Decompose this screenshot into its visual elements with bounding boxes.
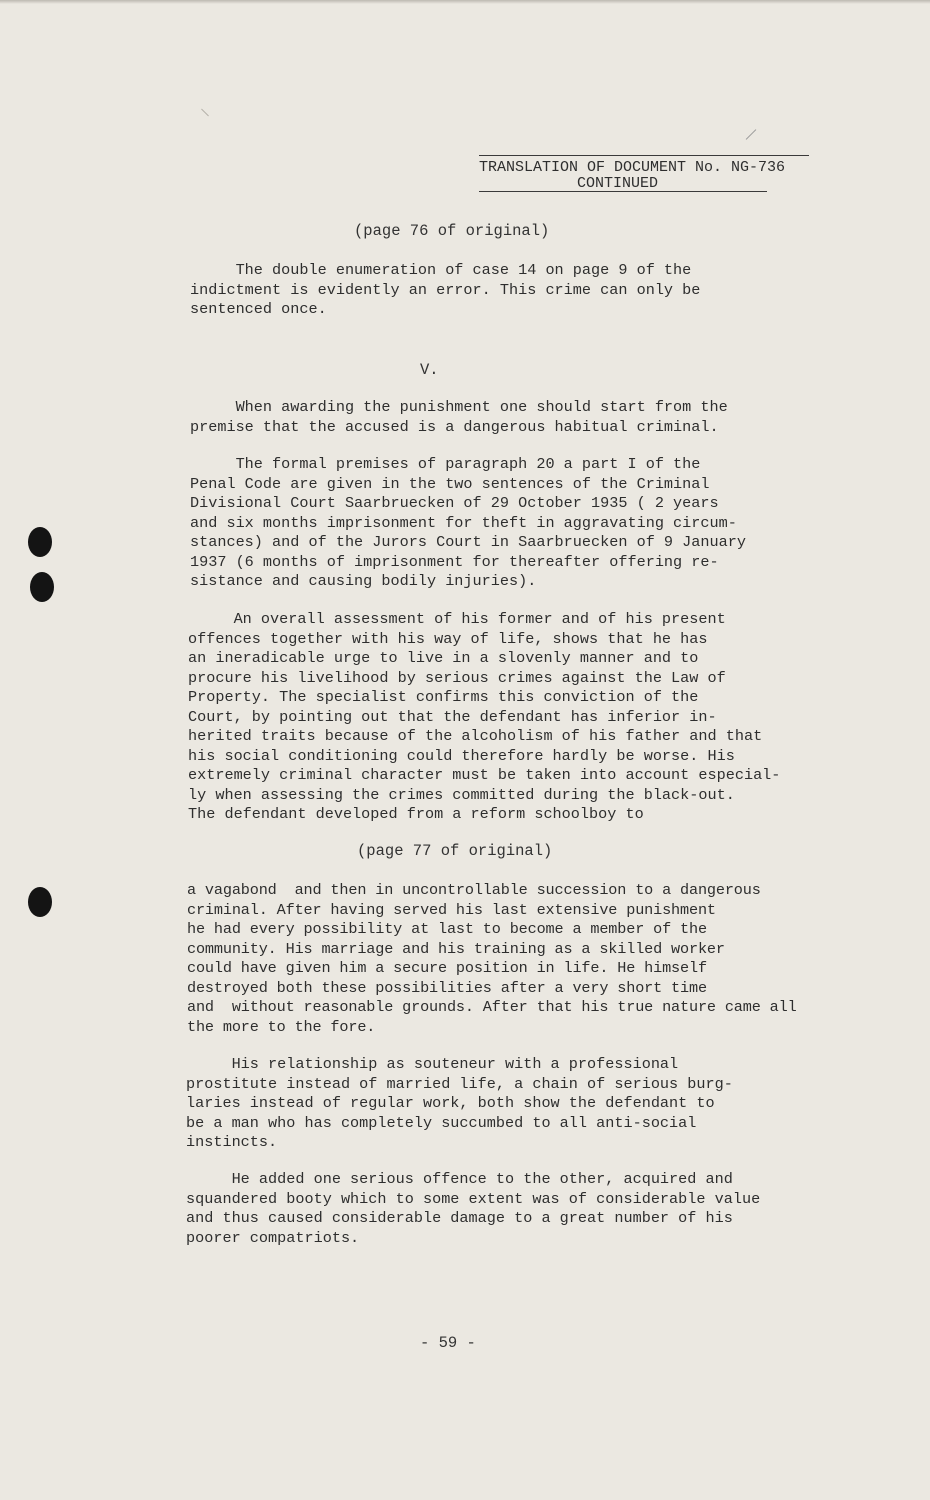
document-header-line1: TRANSLATION OF DOCUMENT No. NG-736 (479, 155, 809, 178)
page-number: - 59 - (420, 1334, 476, 1352)
paragraph-3: The formal premises of paragraph 20 a part I of the Penal Code are given in the two sentences of the Criminal Divisional Court Saarbruecken of 29 October 1935 ( 2 years and six months imprisonment for theft in aggravating circum- stances) and of the Jurors Court in Saarbruecken of 9 January 1937 (6 months of imprisonment for thereafter offering re- sistance and causing bodily injuries). (190, 455, 746, 590)
paragraph-5: a vagabond and then in uncontrollable succession to a dangerous criminal. After having served his last extensive punishment he had every possibility at last to become a member of the community. His marriage and his training as a skilled worker could have given him a secure position in life. He himself destroyed both these possibilities after a very short time and without reasonable grounds. After that his true nature came all the more to the fore. (187, 881, 797, 1036)
paragraph-7: He added one serious offence to the other, acquired and squandered booty which to some extent was of considerable value and thus caused considerable damage to a great number of his poorer compatriots. (186, 1170, 761, 1247)
punch-hole-3 (28, 887, 52, 917)
paragraph-1: The double enumeration of case 14 on page 9 of the indictment is evidently an error. This crime can only be sentenced once. (190, 261, 701, 318)
paragraph-4: An overall assessment of his former and of his present offences together with his way of life, shows that he has an ineradicable urge to live in a slovenly manner and to procure his livelihood by serious crimes against the Law of Property. The specialist confirms this conviction of the Court, by pointing out that the defendant has inferior in- herited traits because of the alcoholism of his father and that his social conditioning could therefore hardly be worse. His extremely criminal character must be taken into account especial- ly when assessing the crimes committed during the black-out. The defendant developed from a reform schoolboy to (188, 610, 781, 823)
section-numeral: V. (420, 361, 439, 379)
stray-mark (746, 129, 757, 140)
document-header-line2: CONTINUED (577, 175, 659, 192)
paragraph-2: When awarding the punishment one should start from the premise that the accused is a dangerous habitual criminal. (190, 398, 728, 436)
page-marker-77: (page 77 of original) (357, 842, 553, 860)
paragraph-6: His relationship as souteneur with a professional prostitute instead of married life, a chain of serious burg- laries instead of regular work, both show the defendant to be a man who has completely succumbed to all anti-social instincts. (186, 1055, 733, 1151)
page-marker-76: (page 76 of original) (354, 222, 550, 240)
stray-mark (201, 109, 209, 117)
punch-hole-2 (30, 572, 54, 602)
top-edge-line (0, 0, 930, 4)
punch-hole-1 (28, 527, 52, 557)
header-underline (479, 191, 767, 192)
